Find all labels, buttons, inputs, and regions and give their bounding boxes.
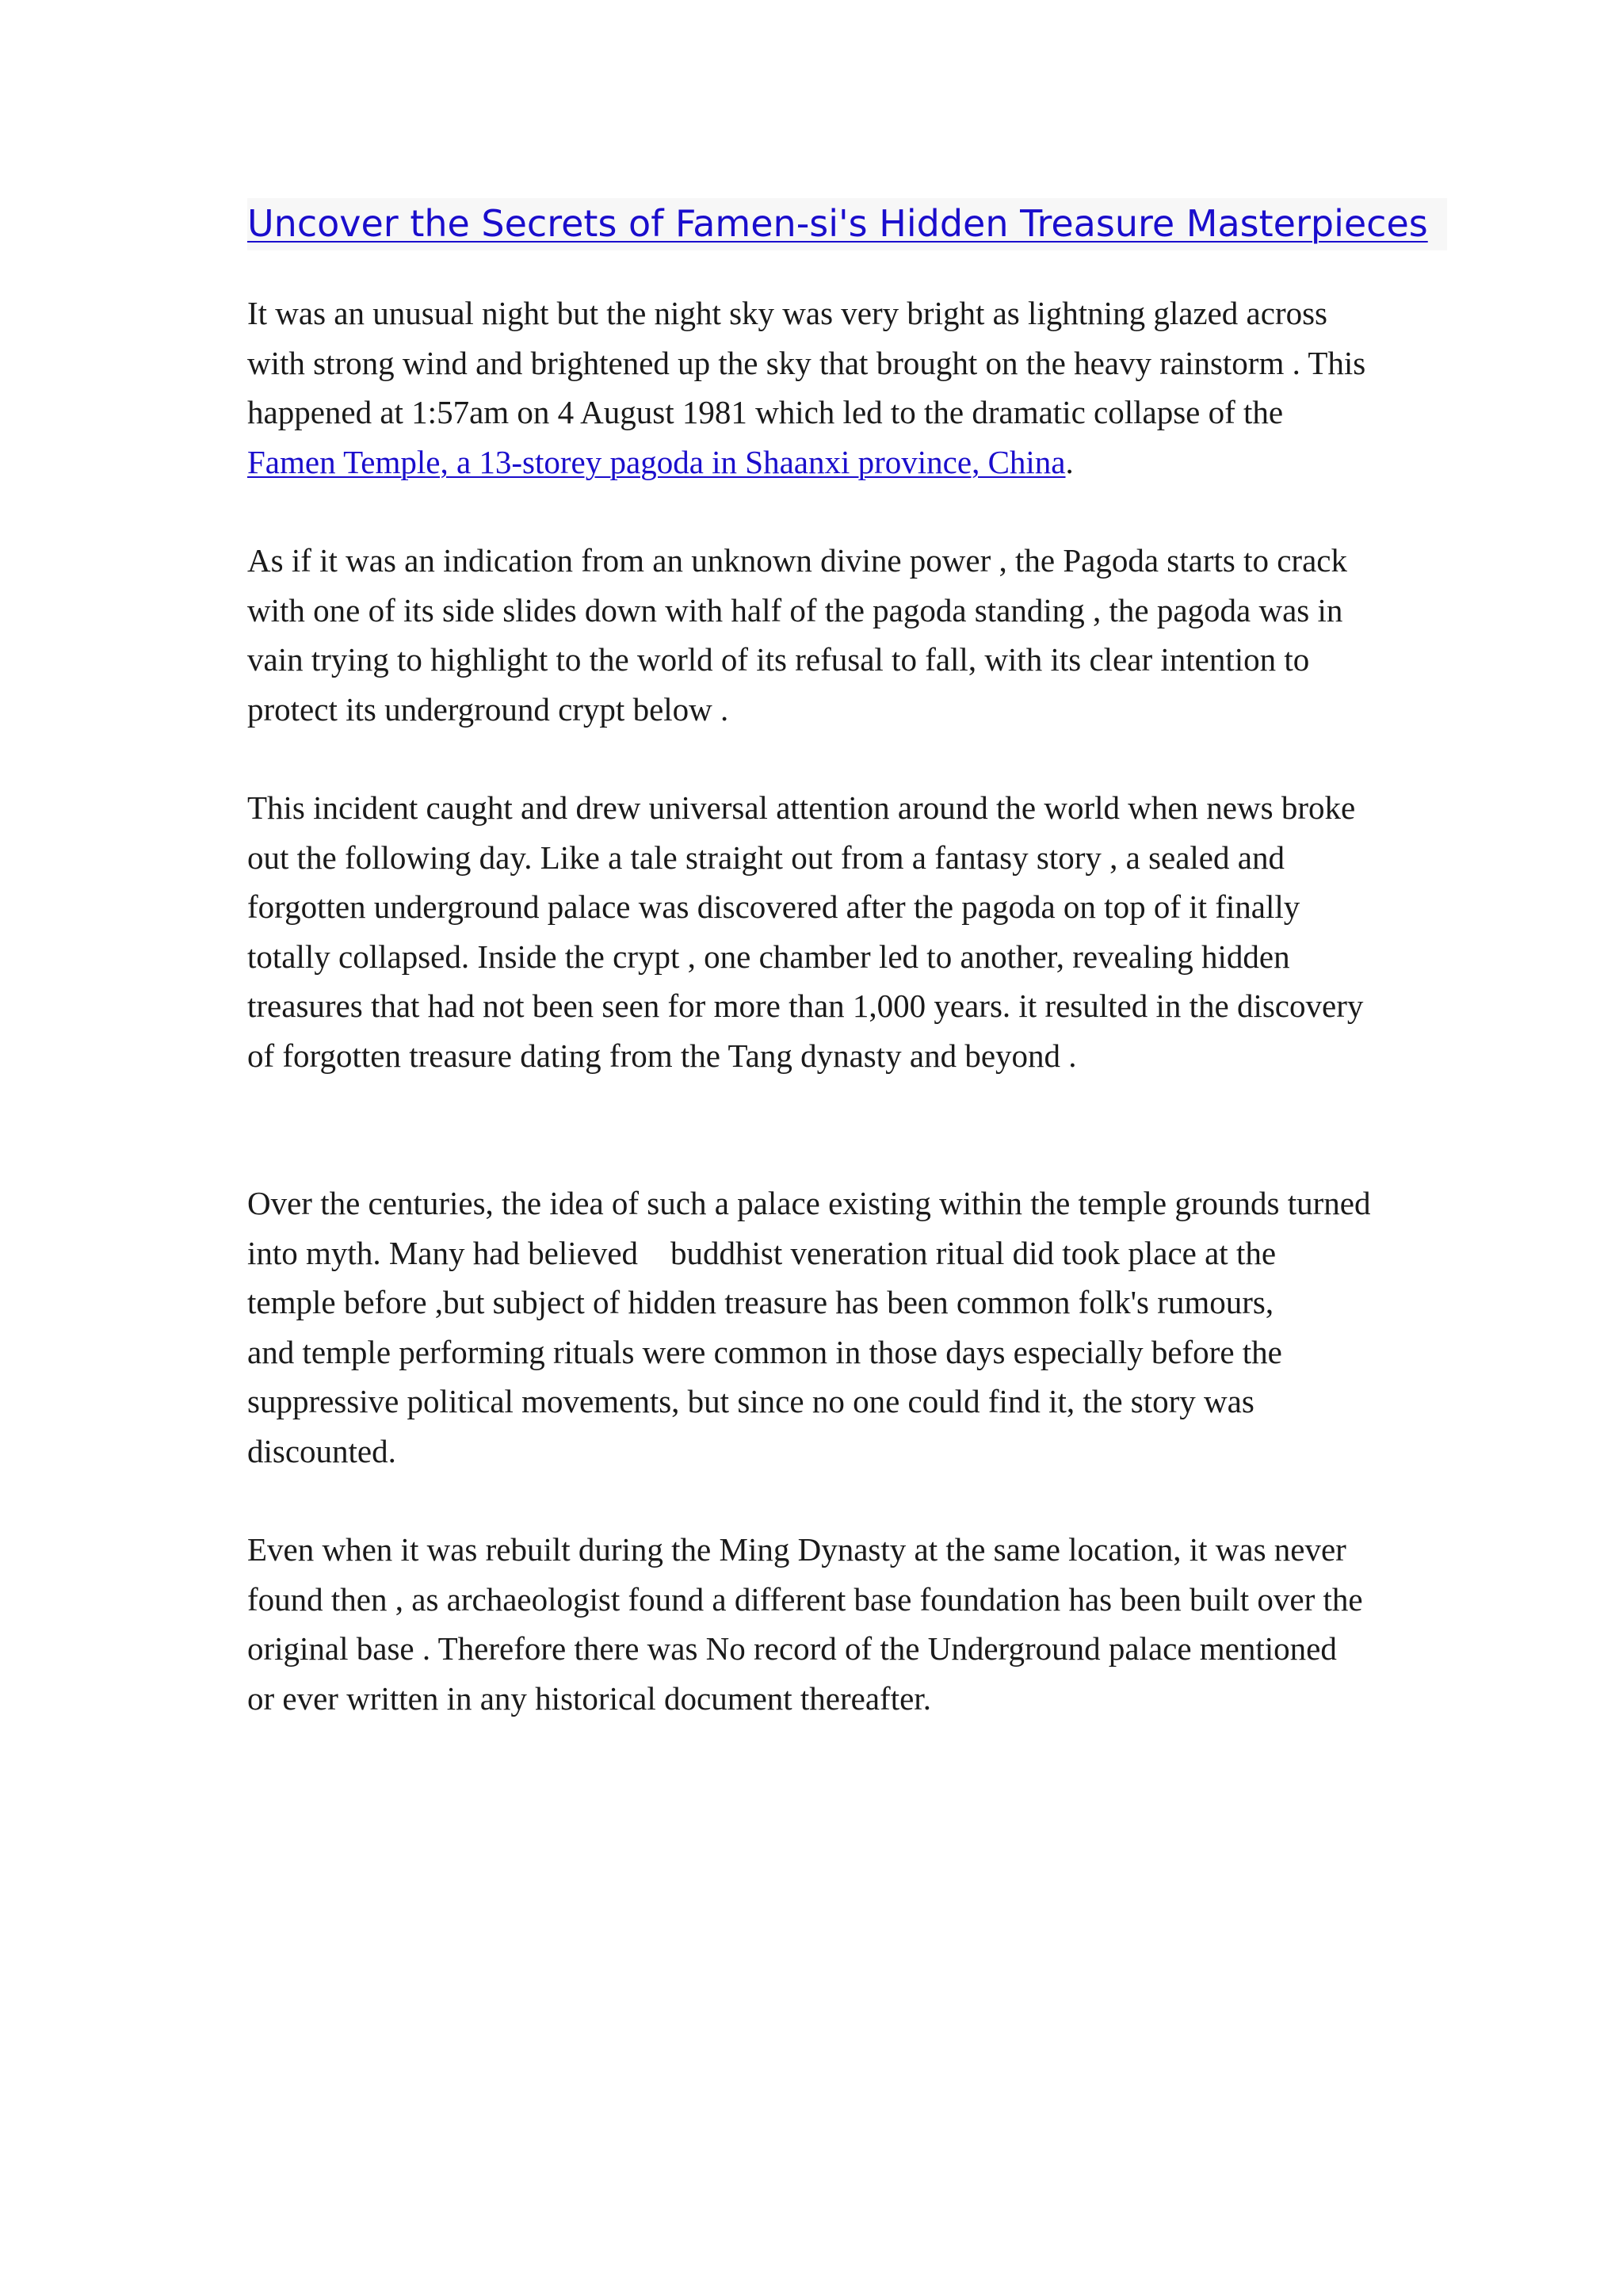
paragraph-line: treasures that had not been seen for more than 1,000 years. it resulted in the discovery <box>247 988 1364 1024</box>
paragraph-5 <box>247 1525 1404 1723</box>
paragraph-line: This incident caught and drew universal attention around the world when news broke <box>247 789 1356 826</box>
paragraph-line: of forgotten treasure dating from the Tang dynasty and beyond . <box>247 1037 1077 1074</box>
paragraph-line: vain trying to highlight to the world of its refusal to fall, with its clear intention to <box>247 641 1310 678</box>
paragraph-line: forgotten underground palace was discovered after the pagoda on top of it finally <box>247 888 1300 925</box>
paragraph-line: with strong wind and brightened up the sky that brought on the heavy rainstorm . This <box>247 344 1366 381</box>
paragraph-line: or ever written in any historical document thereafter. <box>247 1679 931 1717</box>
paragraph-line: found then , as archaeologist found a different base foundation has been built over the <box>247 1580 1363 1618</box>
paragraph-line: It was an unusual night but the night sky was very bright as lightning glazed across <box>247 295 1328 331</box>
paragraph-line: totally collapsed. Inside the crypt , one chamber led to another, revealing hidden <box>247 938 1290 975</box>
article-title-link[interactable]: Uncover the Secrets of Famen-si's Hidden Treasure Masterpieces <box>247 202 1428 245</box>
paragraph-2 <box>247 536 1404 734</box>
article-title-container <box>247 198 1447 250</box>
paragraph-1 <box>247 288 1404 487</box>
paragraph-line: happened at 1:57am on 4 August 1981 which led to the dramatic collapse of the <box>247 394 1284 430</box>
link-trailing-period: . <box>1065 443 1074 480</box>
paragraph-line: As if it was an indication from an unknown divine power , the Pagoda starts to crack <box>247 542 1347 579</box>
paragraph-line: discounted. <box>247 1432 396 1469</box>
paragraph-line: protect its underground crypt below . <box>247 690 729 728</box>
paragraph-line: Over the centuries, the idea of such a palace existing within the temple grounds turned <box>247 1185 1371 1221</box>
paragraph-4 <box>247 1179 1404 1476</box>
paragraph-line: temple before ,but subject of hidden treasure has been common folk's rumours, <box>247 1284 1274 1320</box>
paragraph-line: into myth. Many had believed buddhist veneration ritual did took place at the <box>247 1234 1277 1271</box>
paragraph-3 <box>247 783 1404 1080</box>
paragraph-line-with-link <box>247 437 1404 487</box>
paragraph-line: with one of its side slides down with half of the pagoda standing , the pagoda was in <box>247 591 1343 628</box>
paragraph-line: suppressive political movements, but since no one could find it, the story was <box>247 1383 1254 1419</box>
paragraph-line: out the following day. Like a tale straight out from a fantasy story , a sealed and <box>247 839 1285 876</box>
paragraph-line: and temple performing rituals were common in those days especially before the <box>247 1333 1282 1370</box>
famen-temple-link[interactable]: Famen Temple, a 13-storey pagoda in Shaanxi province, China <box>247 443 1066 480</box>
article-body <box>247 198 1428 1772</box>
paragraph-line: original base . Therefore there was No record of the Underground palace mentioned <box>247 1630 1337 1667</box>
paragraph-line: Even when it was rebuilt during the Ming Dynasty at the same location, it was never <box>247 1531 1346 1568</box>
